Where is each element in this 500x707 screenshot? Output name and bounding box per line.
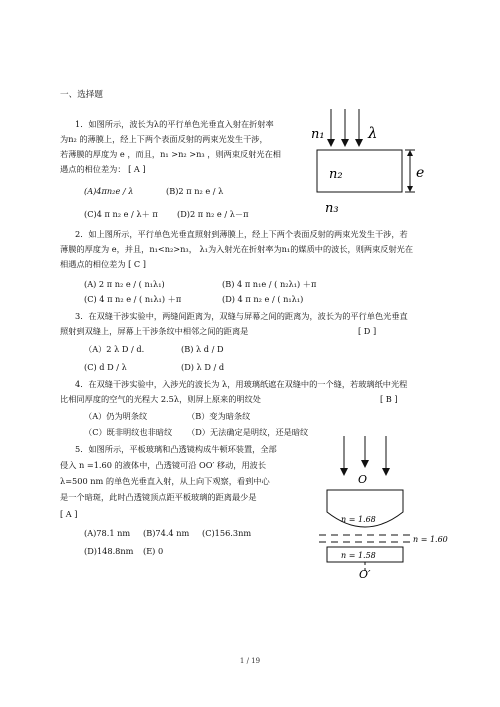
label-e: e bbox=[416, 165, 425, 181]
q5-line-5: [ A ] bbox=[60, 509, 78, 519]
q2-line-3: 相遇点的相位差为 [ C ] bbox=[60, 259, 146, 269]
q5-option-c: (C)156.3nm bbox=[202, 528, 252, 538]
arrowhead-center bbox=[361, 460, 369, 468]
q4-answer: [ B ] bbox=[380, 394, 398, 404]
q1-option-a: (A)4πn₂e / λ bbox=[84, 186, 134, 196]
q2-option-a: (A) 2 π n₂ e / ( n₁λ₁) bbox=[84, 279, 165, 289]
q5-line-3: λ=500 nm 的单色光垂直入射，从上向下观察，看到中心 bbox=[60, 476, 270, 486]
q3-option-b: (B) λ d / D bbox=[181, 344, 224, 354]
q3-answer: [ D ] bbox=[358, 326, 377, 336]
q1-line-2: 为n₂ 的薄膜上，经上下两个表面反射的两束光发生干涉， bbox=[60, 134, 268, 144]
q5-line-4: 是一个暗斑，此时凸透镜顶点距平板玻璃的距离最少是 bbox=[60, 492, 257, 502]
q5-line-2: 侵入 n =1.60 的液体中，凸透镜可沿 OO′ 移动，用波长 bbox=[60, 460, 267, 470]
newton-rings-figure bbox=[305, 432, 465, 580]
q3-option-a: （A）2 λ D / d. bbox=[84, 344, 145, 354]
q2-option-d: (D) 4 π n₂ e / ( n₁λ₁) bbox=[222, 294, 304, 304]
q1-option-c: (C)4 π n₂ e / λ＋ π bbox=[84, 209, 158, 219]
q5-option-b: (B)74.4 nm bbox=[143, 528, 190, 538]
q4-line-1: 4．在双缝干涉实验中，入涉光的波长为 λ，用玻璃纸遮在双缝中的一个缝，若玻璃纸中光程 bbox=[75, 379, 408, 389]
q4-option-a: （A）仍为明条纹 bbox=[84, 411, 148, 421]
thin-film-figure bbox=[305, 105, 445, 225]
q4-line-2: 比相同厚度的空气的光程大 2.5λ，则屏上原来的明纹处 bbox=[60, 394, 261, 404]
q3-line-2: 照射到双缝上，屏幕上干涉条纹中相邻之间的距离是 bbox=[60, 326, 249, 336]
label-lambda: λ bbox=[368, 124, 378, 142]
q3-option-d: (D) λ D / d bbox=[181, 362, 225, 372]
arrowhead-2 bbox=[341, 139, 349, 147]
q3-option-c: (C) d D / λ bbox=[84, 362, 127, 372]
q4-option-c: （C）既非明纹也非暗纹 bbox=[84, 427, 173, 437]
q2-line-2: 薄膜的厚度为 e，并且，n₁<n₂>n₃， λ₁为入射光在折射率为n₁的媒质中的波长，则两束反射光在 bbox=[60, 244, 414, 254]
label-O-bottom: O′ bbox=[359, 568, 371, 580]
label-n2: n₂ bbox=[329, 167, 343, 182]
label-n3: n₃ bbox=[325, 201, 339, 216]
q1-option-b: (B)2 π n₂ e / λ bbox=[166, 186, 224, 196]
arrowhead-1 bbox=[327, 139, 335, 147]
q4-option-b: （B）变为暗条纹 bbox=[187, 411, 251, 421]
q5-option-d: (D)148.8nm bbox=[84, 546, 134, 556]
arrowhead-3 bbox=[355, 139, 363, 147]
q1-line-4: 遇点的相位差为： [ A ] bbox=[60, 164, 146, 174]
q5-option-a: (A)78.1 nm bbox=[84, 528, 131, 538]
q4-option-d: （D）无法确定是明纹，还是暗纹 bbox=[187, 427, 309, 437]
thickness-arrowhead-down bbox=[407, 186, 413, 192]
q1-line-3: 若薄膜的厚度为 e ，而且，n₁ >n₂ >n₃ ，则两束反射光在相 bbox=[60, 149, 281, 159]
label-n1: n₁ bbox=[311, 127, 325, 142]
label-O-top: O bbox=[358, 473, 368, 486]
q3-line-1: 3．在双缝干涉实验中，两缝间距离为，双缝与屏幕之间的距离为，波长为的平行单色光垂直 bbox=[75, 311, 408, 321]
q1-line-1: 1．如图所示，波长为λ的平行单色光垂直入射在折射率 bbox=[75, 119, 274, 129]
q5-line-1: 5．如图所示，平板玻璃和凸透镜构成牛顿环装置，全部 bbox=[75, 444, 277, 454]
section-title: 一、选择题 bbox=[60, 90, 103, 100]
q2-line-1: 2．如上图所示，平行单色光垂直照射到薄膜上，经上下两个表面反射的两束光发生干涉，若 bbox=[75, 229, 408, 239]
arrowhead-right bbox=[382, 468, 390, 476]
label-plate-n: n = 1.58 bbox=[341, 551, 376, 560]
page-number: 1 / 19 bbox=[239, 657, 261, 665]
arrowhead-left bbox=[340, 468, 348, 476]
thickness-arrowhead-up bbox=[407, 150, 413, 156]
q1-option-d: (D)2 π n₂ e / λ－π bbox=[177, 209, 249, 219]
q2-option-c: (C) 4 π n₂ e / ( n₁λ₁) ＋π bbox=[84, 294, 182, 304]
label-lens-n: n = 1.68 bbox=[341, 515, 376, 524]
q2-option-b: (B) 4 π n₁e / ( n₂λ₁) ＋π bbox=[222, 279, 317, 289]
label-liquid-n: n = 1.60 bbox=[413, 535, 448, 544]
q5-option-e: (E) 0 bbox=[143, 546, 164, 556]
